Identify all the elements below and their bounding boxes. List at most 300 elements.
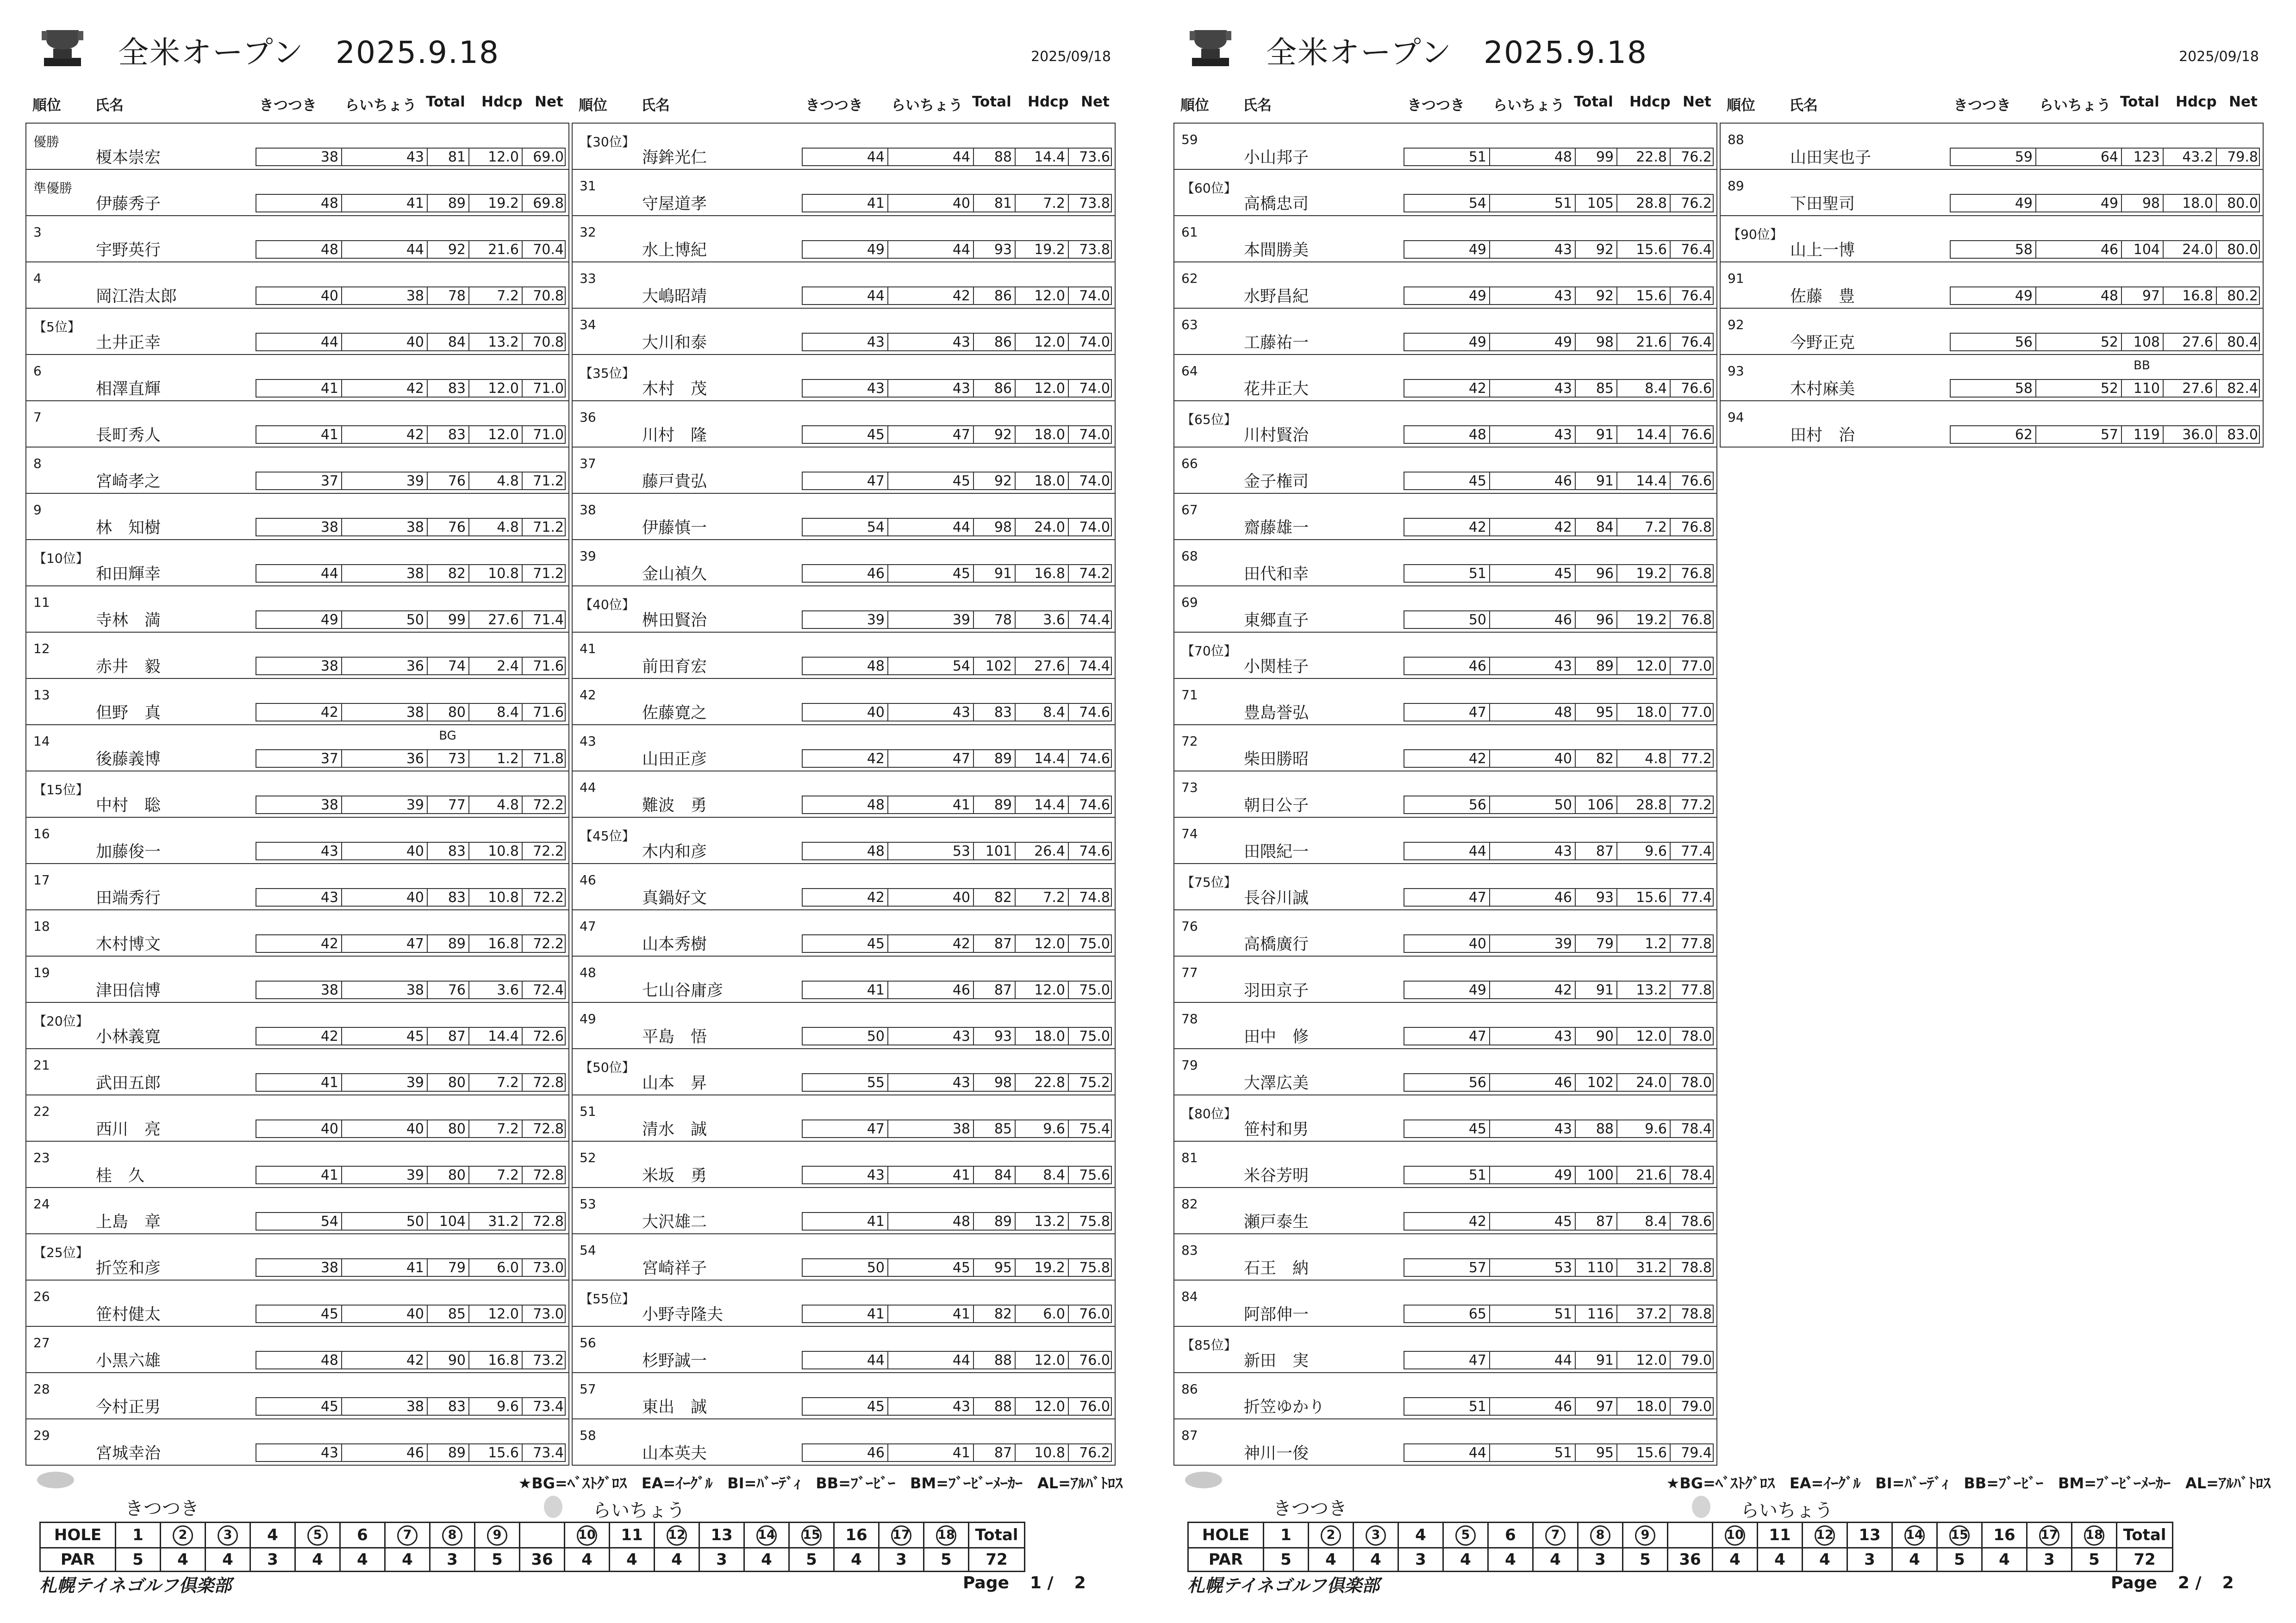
- rank-label: 7: [33, 410, 42, 425]
- score-raicho: 39: [1490, 935, 1576, 953]
- header-raicho: らいちょう: [891, 97, 963, 114]
- score-net: 80.0: [2227, 242, 2258, 258]
- score-net: 72.2: [533, 889, 564, 906]
- score-hdcp: 7.2: [1016, 889, 1069, 907]
- score-cells: [1404, 796, 1714, 814]
- hole-number-text: 16: [1993, 1526, 2015, 1544]
- hole-number-text: 10: [1725, 1525, 1745, 1546]
- score-net: 77.0: [1681, 704, 1712, 721]
- player-name: 木村麻美: [1790, 380, 1855, 398]
- results-column-right: [1720, 88, 2264, 448]
- table-row: [573, 1373, 1115, 1419]
- score-raicho: 42: [888, 287, 974, 305]
- par-table: [39, 1522, 1025, 1572]
- table-row: [1174, 864, 1716, 910]
- hole-number: [1847, 1523, 1892, 1548]
- score-total: 81: [428, 149, 469, 166]
- score-hdcp: 15.6: [1617, 889, 1671, 907]
- score-cells: [1404, 703, 1714, 721]
- score-cells: [802, 1351, 1112, 1369]
- score-total: 89: [428, 935, 469, 953]
- score-total: 77: [428, 796, 469, 814]
- table-row: [1174, 633, 1716, 679]
- score-raicho: 54: [888, 658, 974, 675]
- par-value: 4: [1488, 1548, 1533, 1572]
- table-row: [1174, 494, 1716, 540]
- rank-label: 61: [1181, 224, 1198, 240]
- score-net: 70.8: [533, 334, 564, 350]
- player-name: 前田育宏: [642, 658, 707, 676]
- player-name: 今野正克: [1790, 334, 1855, 352]
- score-net: 78.4: [1681, 1167, 1712, 1183]
- rank-label: 4: [33, 271, 42, 286]
- score-cells: [256, 888, 566, 907]
- score-total: 89: [974, 1213, 1016, 1231]
- rank-label: 47: [580, 919, 596, 934]
- player-name: 柴田勝昭: [1244, 750, 1309, 769]
- score-raicho: 38: [342, 287, 428, 305]
- score-cells: [802, 240, 1112, 259]
- score-net: 77.2: [1681, 797, 1712, 813]
- score-net: 74.4: [1079, 612, 1110, 628]
- player-name: 大川和泰: [642, 334, 707, 352]
- score-total: 98: [2122, 195, 2164, 212]
- score-total: 76: [428, 473, 469, 490]
- score-hdcp: 1.2: [1617, 935, 1671, 953]
- score-total: 99: [1576, 149, 1617, 166]
- score-kitsutsuki: 38: [256, 796, 342, 814]
- score-cells: [1404, 1073, 1714, 1092]
- score-kitsutsuki: 45: [1404, 473, 1490, 490]
- rank-label: 76: [1181, 919, 1198, 934]
- score-cells: [1404, 888, 1714, 907]
- score-kitsutsuki: 50: [803, 1259, 888, 1277]
- score-cells: [256, 749, 566, 768]
- score-hdcp: 26.4: [1016, 843, 1069, 860]
- table-row: [1174, 1188, 1716, 1234]
- score-kitsutsuki: 42: [256, 935, 342, 953]
- par-value: 3: [699, 1548, 744, 1572]
- rank-label: 56: [580, 1335, 596, 1350]
- results-rows: [25, 123, 569, 1466]
- player-name: 川村賢治: [1244, 426, 1309, 445]
- par-value: 4: [1713, 1548, 1758, 1572]
- score-total: 110: [1576, 1259, 1617, 1277]
- golf-flag-icon: [544, 1496, 562, 1518]
- score-raicho: 42: [1490, 982, 1576, 999]
- score-cells: [802, 657, 1112, 675]
- score-total: 80: [428, 704, 469, 721]
- rank-label: 43: [580, 734, 596, 749]
- score-total: 93: [974, 1028, 1016, 1045]
- score-total: 98: [974, 1074, 1016, 1092]
- score-raicho: 41: [342, 195, 428, 212]
- score-kitsutsuki: 45: [1404, 1120, 1490, 1138]
- score-hdcp: 3.6: [1016, 611, 1069, 629]
- score-cells: [802, 796, 1112, 814]
- hole-number-text: 5: [307, 1525, 328, 1546]
- hole-number-text: 12: [1815, 1525, 1835, 1546]
- score-net: 73.4: [533, 1445, 564, 1461]
- table-row: [26, 864, 568, 910]
- rank-label: 17: [33, 872, 50, 888]
- hole-number: [1264, 1523, 1309, 1548]
- hole-number: [430, 1523, 475, 1548]
- score-raicho: 38: [342, 519, 428, 536]
- score-total: 98: [1576, 334, 1617, 351]
- score-net: 76.4: [1681, 288, 1712, 304]
- header-kitsutsuki: きつつき: [1407, 97, 1465, 114]
- table-row: [26, 957, 568, 1003]
- table-row: [26, 818, 568, 864]
- score-raicho: 43: [1490, 1028, 1576, 1045]
- score-net: 72.8: [533, 1075, 564, 1091]
- hole-number: [565, 1523, 610, 1548]
- score-raicho: 41: [888, 1167, 974, 1184]
- header-raicho: らいちょう: [2039, 97, 2111, 114]
- score-net: 69.0: [533, 149, 564, 165]
- score-net: 74.2: [1079, 566, 1110, 582]
- score-kitsutsuki: 41: [803, 1306, 888, 1323]
- rank-label: 83: [1181, 1243, 1198, 1258]
- score-kitsutsuki: 58: [1951, 241, 2036, 259]
- score-total: 84: [428, 334, 469, 351]
- rank-label: 【55位】: [580, 1291, 635, 1306]
- score-net: 75.8: [1079, 1260, 1110, 1276]
- player-name: 平島 悟: [642, 1028, 707, 1046]
- rank-label: 86: [1181, 1381, 1198, 1397]
- score-cells: [1404, 1443, 1714, 1462]
- table-row: [1174, 355, 1716, 401]
- rank-label: 27: [33, 1335, 50, 1350]
- score-net: 70.4: [533, 242, 564, 258]
- table-row: [573, 1095, 1115, 1142]
- score-total: 87: [974, 935, 1016, 953]
- score-net: 76.6: [1681, 473, 1712, 489]
- hole-number-text: 8: [442, 1525, 462, 1546]
- hole-number: [161, 1523, 206, 1548]
- hole-number-text: 10: [577, 1525, 597, 1546]
- table-row: [26, 679, 568, 725]
- score-total: 78: [428, 287, 469, 305]
- score-total: 96: [1576, 611, 1617, 629]
- table-row: [573, 124, 1115, 170]
- score-net: 74.4: [1079, 658, 1110, 674]
- par-value: 4: [161, 1548, 206, 1572]
- rank-label: 【75位】: [1181, 875, 1237, 890]
- score-hdcp: 19.2: [469, 195, 523, 212]
- par-value: 4: [1443, 1548, 1488, 1572]
- par-value: 4: [295, 1548, 340, 1572]
- score-total: 91: [1576, 1352, 1617, 1369]
- page-number: 1 /: [1029, 1573, 1054, 1592]
- rank-label: 41: [580, 641, 596, 656]
- score-net: 78.6: [1681, 1213, 1712, 1230]
- page-label: Page: [2111, 1573, 2157, 1592]
- score-hdcp: 24.0: [2164, 241, 2217, 259]
- table-row: [26, 910, 568, 957]
- score-kitsutsuki: 47: [1404, 1352, 1490, 1369]
- score-raicho: 44: [1490, 1352, 1576, 1369]
- par-value: 4: [744, 1548, 789, 1572]
- table-row: [573, 216, 1115, 262]
- table-row: [573, 494, 1115, 540]
- score-hdcp: 8.4: [1617, 380, 1671, 398]
- score-net: 76.0: [1079, 1352, 1110, 1368]
- score-total: 86: [974, 380, 1016, 398]
- header-total: Total: [426, 93, 465, 110]
- player-name: 和田輝幸: [96, 565, 161, 584]
- score-kitsutsuki: 49: [1404, 982, 1490, 999]
- score-cells: [256, 194, 566, 212]
- score-hdcp: 4.8: [469, 473, 523, 490]
- score-cells: [256, 518, 566, 536]
- table-row: [573, 957, 1115, 1003]
- score-raicho: 42: [888, 935, 974, 953]
- rank-label: 72: [1181, 734, 1198, 749]
- rank-label: 【70位】: [1181, 643, 1237, 659]
- score-net: 72.8: [533, 1213, 564, 1230]
- player-name: 高橋廣行: [1244, 935, 1309, 954]
- score-total: 73: [428, 750, 469, 768]
- hole-number: [385, 1523, 430, 1548]
- rank-label: 【85位】: [1181, 1337, 1237, 1353]
- player-name: 但野 真: [96, 704, 161, 722]
- rank-label: 44: [580, 780, 596, 795]
- score-cells: [1404, 333, 1714, 351]
- score-kitsutsuki: 40: [1404, 935, 1490, 953]
- player-name: 米坂 勇: [642, 1167, 707, 1185]
- score-hdcp: 4.8: [469, 796, 523, 814]
- score-cells: [802, 1119, 1112, 1138]
- par-label: PAR: [40, 1548, 116, 1572]
- score-kitsutsuki: 42: [256, 1028, 342, 1045]
- score-total: 74: [428, 658, 469, 675]
- score-hdcp: 8.4: [1016, 704, 1069, 721]
- score-kitsutsuki: 48: [256, 1352, 342, 1369]
- score-cells: [1404, 1351, 1714, 1369]
- score-net: 75.4: [1079, 1121, 1110, 1137]
- score-total: 92: [1576, 241, 1617, 259]
- score-raicho: 43: [1490, 658, 1576, 675]
- score-hdcp: 4.8: [469, 519, 523, 536]
- score-kitsutsuki: 41: [803, 195, 888, 212]
- score-cells: [802, 981, 1112, 999]
- rank-label: 84: [1181, 1289, 1198, 1304]
- par-value: 5: [1623, 1548, 1668, 1572]
- score-cells: [802, 842, 1112, 860]
- rank-label: 【15位】: [33, 782, 89, 797]
- score-hdcp: 6.0: [1016, 1306, 1069, 1323]
- score-total: 88: [1576, 1120, 1617, 1138]
- score-raicho: 45: [342, 1028, 428, 1045]
- score-total: 90: [428, 1352, 469, 1369]
- player-name: 石王 納: [1244, 1259, 1309, 1278]
- score-net: 79.0: [1681, 1352, 1712, 1368]
- score-kitsutsuki: 40: [256, 287, 342, 305]
- rank-label: 82: [1181, 1196, 1198, 1212]
- score-raicho: 43: [1490, 241, 1576, 259]
- score-raicho: 36: [342, 750, 428, 768]
- hole-number-text: 5: [1455, 1525, 1476, 1546]
- score-cells: [256, 286, 566, 305]
- hole-number-text: 14: [756, 1525, 777, 1546]
- player-name: 清水 誠: [642, 1120, 707, 1139]
- score-hdcp: 19.2: [1016, 1259, 1069, 1277]
- score-hdcp: 16.8: [469, 935, 523, 953]
- hole-number-text: 13: [711, 1526, 733, 1544]
- score-hdcp: 8.4: [1016, 1167, 1069, 1184]
- score-kitsutsuki: 49: [803, 241, 888, 259]
- rank-label: 73: [1181, 780, 1198, 795]
- score-total: 80: [428, 1167, 469, 1184]
- score-total: 90: [1576, 1028, 1617, 1045]
- hole-number: [1803, 1523, 1847, 1548]
- par-value: 3: [1578, 1548, 1623, 1572]
- score-hdcp: 15.6: [1617, 241, 1671, 259]
- score-raicho: 52: [2036, 334, 2122, 351]
- score-net: 76.2: [1681, 195, 1712, 211]
- score-net: 71.0: [533, 427, 564, 443]
- score-hdcp: 12.0: [1016, 935, 1069, 953]
- hole-number: [1443, 1523, 1488, 1548]
- score-raicho: 44: [342, 241, 428, 259]
- score-kitsutsuki: 50: [1404, 611, 1490, 629]
- hole-number-text: 18: [936, 1525, 956, 1546]
- score-cells: [1950, 425, 2260, 444]
- score-kitsutsuki: 51: [1404, 1398, 1490, 1416]
- rank-label: 42: [580, 687, 596, 703]
- score-raicho: 49: [1490, 1167, 1576, 1184]
- score-cells: [256, 425, 566, 444]
- hole-number: [2027, 1523, 2072, 1548]
- score-raicho: 51: [1490, 1444, 1576, 1462]
- score-raicho: 42: [1490, 519, 1576, 536]
- player-name: 水上博紀: [642, 241, 707, 260]
- player-name: 藤戸貴弘: [642, 473, 707, 491]
- score-kitsutsuki: 43: [256, 843, 342, 860]
- score-total: 104: [2122, 241, 2164, 259]
- score-hdcp: 9.6: [1016, 1120, 1069, 1138]
- table-row: [1174, 216, 1716, 262]
- player-name: 土井正幸: [96, 334, 161, 352]
- score-raicho: 46: [1490, 473, 1576, 490]
- player-name: 田隈紀一: [1244, 843, 1309, 861]
- score-hdcp: 1.2: [469, 750, 523, 768]
- score-hdcp: 10.8: [1016, 1444, 1069, 1462]
- table-row: [573, 1419, 1115, 1466]
- table-row: [1174, 1142, 1716, 1188]
- header-name: 氏名: [1789, 97, 1818, 114]
- score-total: 83: [428, 889, 469, 907]
- table-row: [26, 401, 568, 448]
- player-name: 伊藤慎一: [642, 519, 707, 537]
- trophy-icon: [1187, 25, 1234, 67]
- score-kitsutsuki: 49: [1951, 287, 2036, 305]
- score-net: 73.6: [1079, 149, 1110, 165]
- hole-number: [1892, 1523, 1937, 1548]
- score-net: 71.2: [533, 473, 564, 489]
- score-net: 73.8: [1079, 242, 1110, 258]
- score-total: 83: [428, 1398, 469, 1416]
- club-name: 札幌テイネゴルフ倶楽部: [39, 1575, 231, 1596]
- table-row: [573, 1188, 1115, 1234]
- hole-number: [295, 1523, 340, 1548]
- score-net: 78.0: [1681, 1075, 1712, 1091]
- score-net: 74.0: [1079, 473, 1110, 489]
- score-cells: [1950, 194, 2260, 212]
- score-total: 91: [1576, 473, 1617, 490]
- page-indicator: [2111, 1573, 2234, 1592]
- hole-number-text: 17: [2039, 1525, 2059, 1546]
- hole-row: [1188, 1523, 2173, 1548]
- score-hdcp: 12.0: [1617, 1352, 1671, 1369]
- par-value: 4: [834, 1548, 879, 1572]
- player-name: 難波 勇: [642, 796, 707, 815]
- score-cells: [1950, 148, 2260, 166]
- score-kitsutsuki: 42: [256, 704, 342, 721]
- score-total: 76: [428, 982, 469, 999]
- score-cells: [802, 1258, 1112, 1277]
- par-value: 5: [2072, 1548, 2117, 1572]
- table-row: [1174, 1373, 1716, 1419]
- score-net: 71.6: [533, 704, 564, 721]
- score-kitsutsuki: 49: [1404, 241, 1490, 259]
- player-name: 田村 治: [1790, 426, 1855, 445]
- score-kitsutsuki: 51: [1404, 565, 1490, 583]
- score-raicho: 53: [888, 843, 974, 860]
- hole-number: [1937, 1523, 1982, 1548]
- score-total: 87: [1576, 1213, 1617, 1231]
- score-raicho: 47: [888, 750, 974, 768]
- score-hdcp: 13.2: [1016, 1213, 1069, 1231]
- score-hdcp: 15.6: [469, 1444, 523, 1462]
- score-net: 73.4: [533, 1399, 564, 1415]
- table-row: [26, 309, 568, 355]
- table-row: [573, 679, 1115, 725]
- rank-label: 67: [1181, 502, 1198, 517]
- hole-number: [834, 1523, 879, 1548]
- table-row: [1174, 957, 1716, 1003]
- score-cells: [802, 610, 1112, 629]
- score-raicho: 41: [888, 1444, 974, 1462]
- score-kitsutsuki: 41: [803, 982, 888, 999]
- score-cells: [1404, 148, 1714, 166]
- rank-label: 91: [1728, 271, 1744, 286]
- score-cells: [256, 333, 566, 351]
- hole-number-text: 12: [667, 1525, 687, 1546]
- score-net: 78.8: [1681, 1306, 1712, 1322]
- rank-label: 77: [1181, 965, 1198, 980]
- score-hdcp: 18.0: [1016, 473, 1069, 490]
- score-cells: [256, 796, 566, 814]
- score-hdcp: 7.2: [469, 1120, 523, 1138]
- score-kitsutsuki: 58: [1951, 380, 2036, 398]
- table-row: [1174, 1234, 1716, 1281]
- score-hdcp: 12.0: [1016, 287, 1069, 305]
- score-raicho: 64: [2036, 149, 2122, 166]
- score-kitsutsuki: 47: [1404, 704, 1490, 721]
- hole-number: [879, 1523, 924, 1548]
- rank-label: 29: [33, 1428, 50, 1443]
- score-kitsutsuki: 48: [256, 195, 342, 212]
- hole-number-text: 15: [801, 1525, 822, 1546]
- score-cells: [802, 1027, 1112, 1045]
- hole-number: [250, 1523, 295, 1548]
- score-total: 98: [974, 519, 1016, 536]
- table-row: [26, 170, 568, 216]
- results-column-left: [25, 88, 569, 1466]
